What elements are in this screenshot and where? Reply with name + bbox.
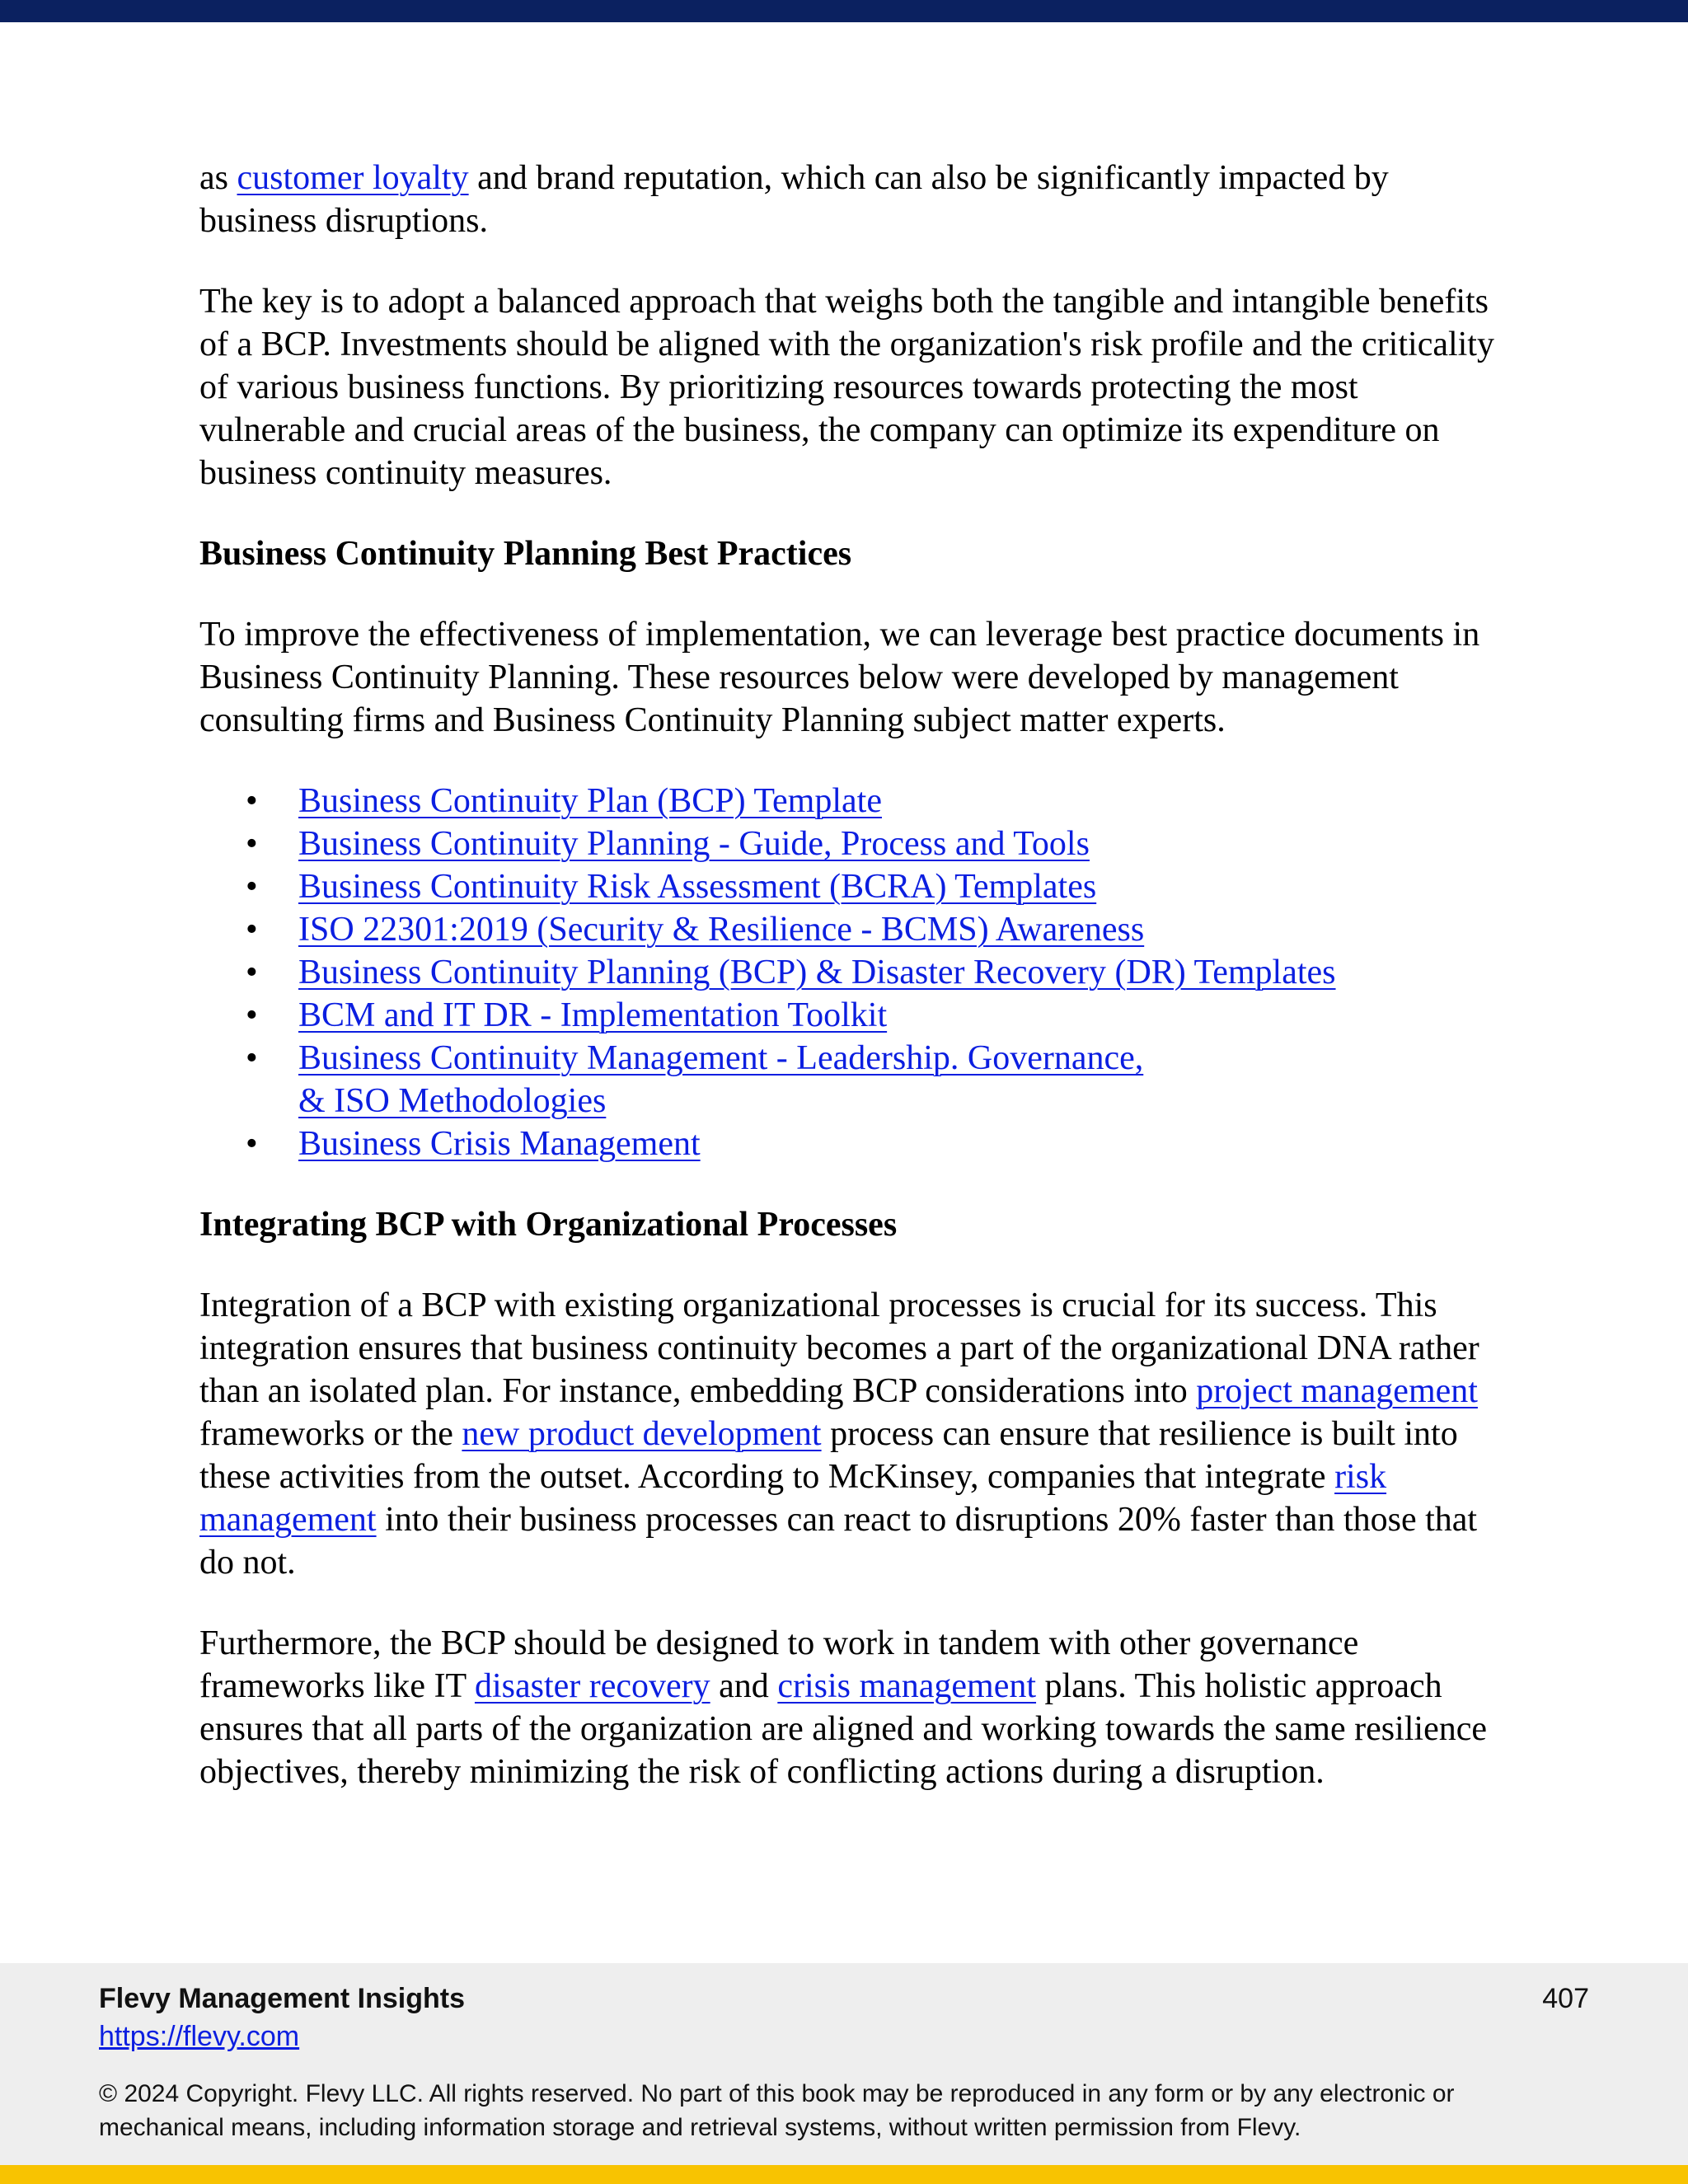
intro-text-1: as [199,159,237,197]
best-practices-paragraph: To improve the effectiveness of implementation, we can leverage best practice documents in Business Continuity Planning. These resources below were developed by management consulting firms and Business Continuity Planning subject matter experts. [199,616,1480,739]
intro-paragraph [199,157,1502,242]
intro-text-2: and brand reputation, which can also be significantly impacted by business disruptions. [199,159,1389,240]
resource-link[interactable]: ISO 22301:2019 (Security & Resilience - BCMS) Awareness [298,911,1145,949]
bottom-color-bar [0,2165,1688,2184]
risk-management-link[interactable]: risk management [199,1458,1387,1539]
resource-link[interactable]: Business Continuity Plan (BCP) Template [298,782,882,820]
bullet-icon: • [246,825,258,863]
list-item [199,823,1502,865]
integrating-heading: Integrating BCP with Organizational Processes [199,1206,898,1244]
governance-text-2: and [710,1667,778,1705]
resource-link[interactable]: Business Continuity Management - Leadership. Governance, & ISO Methodologies [298,1039,1144,1120]
list-item [199,865,1502,908]
governance-paragraph [199,1622,1502,1793]
bullet-icon: • [246,911,258,949]
resource-link[interactable]: Business Crisis Management [298,1125,701,1163]
crisis-management-link[interactable]: crisis management [777,1667,1037,1705]
bullet-icon: • [246,954,258,991]
bullet-icon: • [246,782,258,820]
resource-link[interactable]: Business Continuity Planning (BCP) & Disaster Recovery (DR) Templates [298,954,1336,991]
resource-link[interactable]: BCM and IT DR - Implementation Toolkit [298,996,888,1034]
governance-text-1: Furthermore, the BCP should be designed to work in tandem with other governance frameworks like IT [199,1624,1359,1705]
key-paragraph: The key is to adopt a balanced approach that weighs both the tangible and intangible benefits of a BCP. Investments should be aligned with the organization's risk profile and the criticality of various business functions. By prioritizing resources towards protecting the most vulnerable and crucial areas of the business, the company can optimize its expenditure on business continuity measures. [199,283,1494,492]
integration-text-3: process can ensure that resilience is built into these activities from the outset. According to McKinsey, companies that integrate [199,1415,1458,1496]
page-footer [0,1963,1688,2165]
customer-loyalty-link[interactable]: customer loyalty [237,159,469,197]
new-product-development-link[interactable]: new product development [462,1415,822,1453]
disaster-recovery-link[interactable]: disaster recovery [474,1667,710,1705]
footer-url-link[interactable]: https://flevy.com [99,2021,300,2052]
list-item [199,780,1502,823]
bullet-icon: • [246,868,258,906]
list-item [199,1122,1502,1165]
governance-text-3: plans. This holistic approach ensures that all parts of the organization are aligned and working towards the same resilience objectives, thereby minimizing the risk of conflicting actions during a disruption. [199,1667,1488,1791]
project-management-link[interactable]: project management [1196,1372,1478,1410]
list-item [199,908,1502,951]
integration-text-2: frameworks or the [199,1415,462,1453]
page-number: 407 [1542,1983,1589,2014]
copyright-notice: © 2024 Copyright. Flevy LLC. All rights reserved. No part of this book may be reproduced in any form or by any electronic or mechanical means, including information storage and retrieval systems, without written permission from Flevy. [99,2080,1455,2141]
integration-text-1: Integration of a BCP with existing organizational processes is crucial for its success. This integration ensures that business continuity becomes a part of the organizational DNA rather than an isolated plan. For instance, embedding BCP considerations into [199,1286,1479,1410]
resource-link[interactable]: Business Continuity Planning - Guide, Process and Tools [298,825,1090,863]
integration-paragraph [199,1284,1502,1584]
bullet-icon: • [246,1125,258,1163]
integration-text-4: into their business processes can react to disruptions 20% faster than those that do not. [199,1501,1478,1582]
resource-link[interactable]: Business Continuity Risk Assessment (BCRA) Templates [298,868,1097,906]
top-color-bar [0,0,1688,22]
bullet-icon: • [246,1039,258,1077]
article-body [199,157,1502,1831]
resource-list [199,780,1502,1165]
list-item [199,951,1502,994]
footer-brand: Flevy Management Insights [99,1983,465,2014]
list-item [199,994,1502,1037]
list-item [199,1037,1502,1122]
bullet-icon: • [246,996,258,1034]
best-practices-heading: Business Continuity Planning Best Practices [199,535,852,573]
